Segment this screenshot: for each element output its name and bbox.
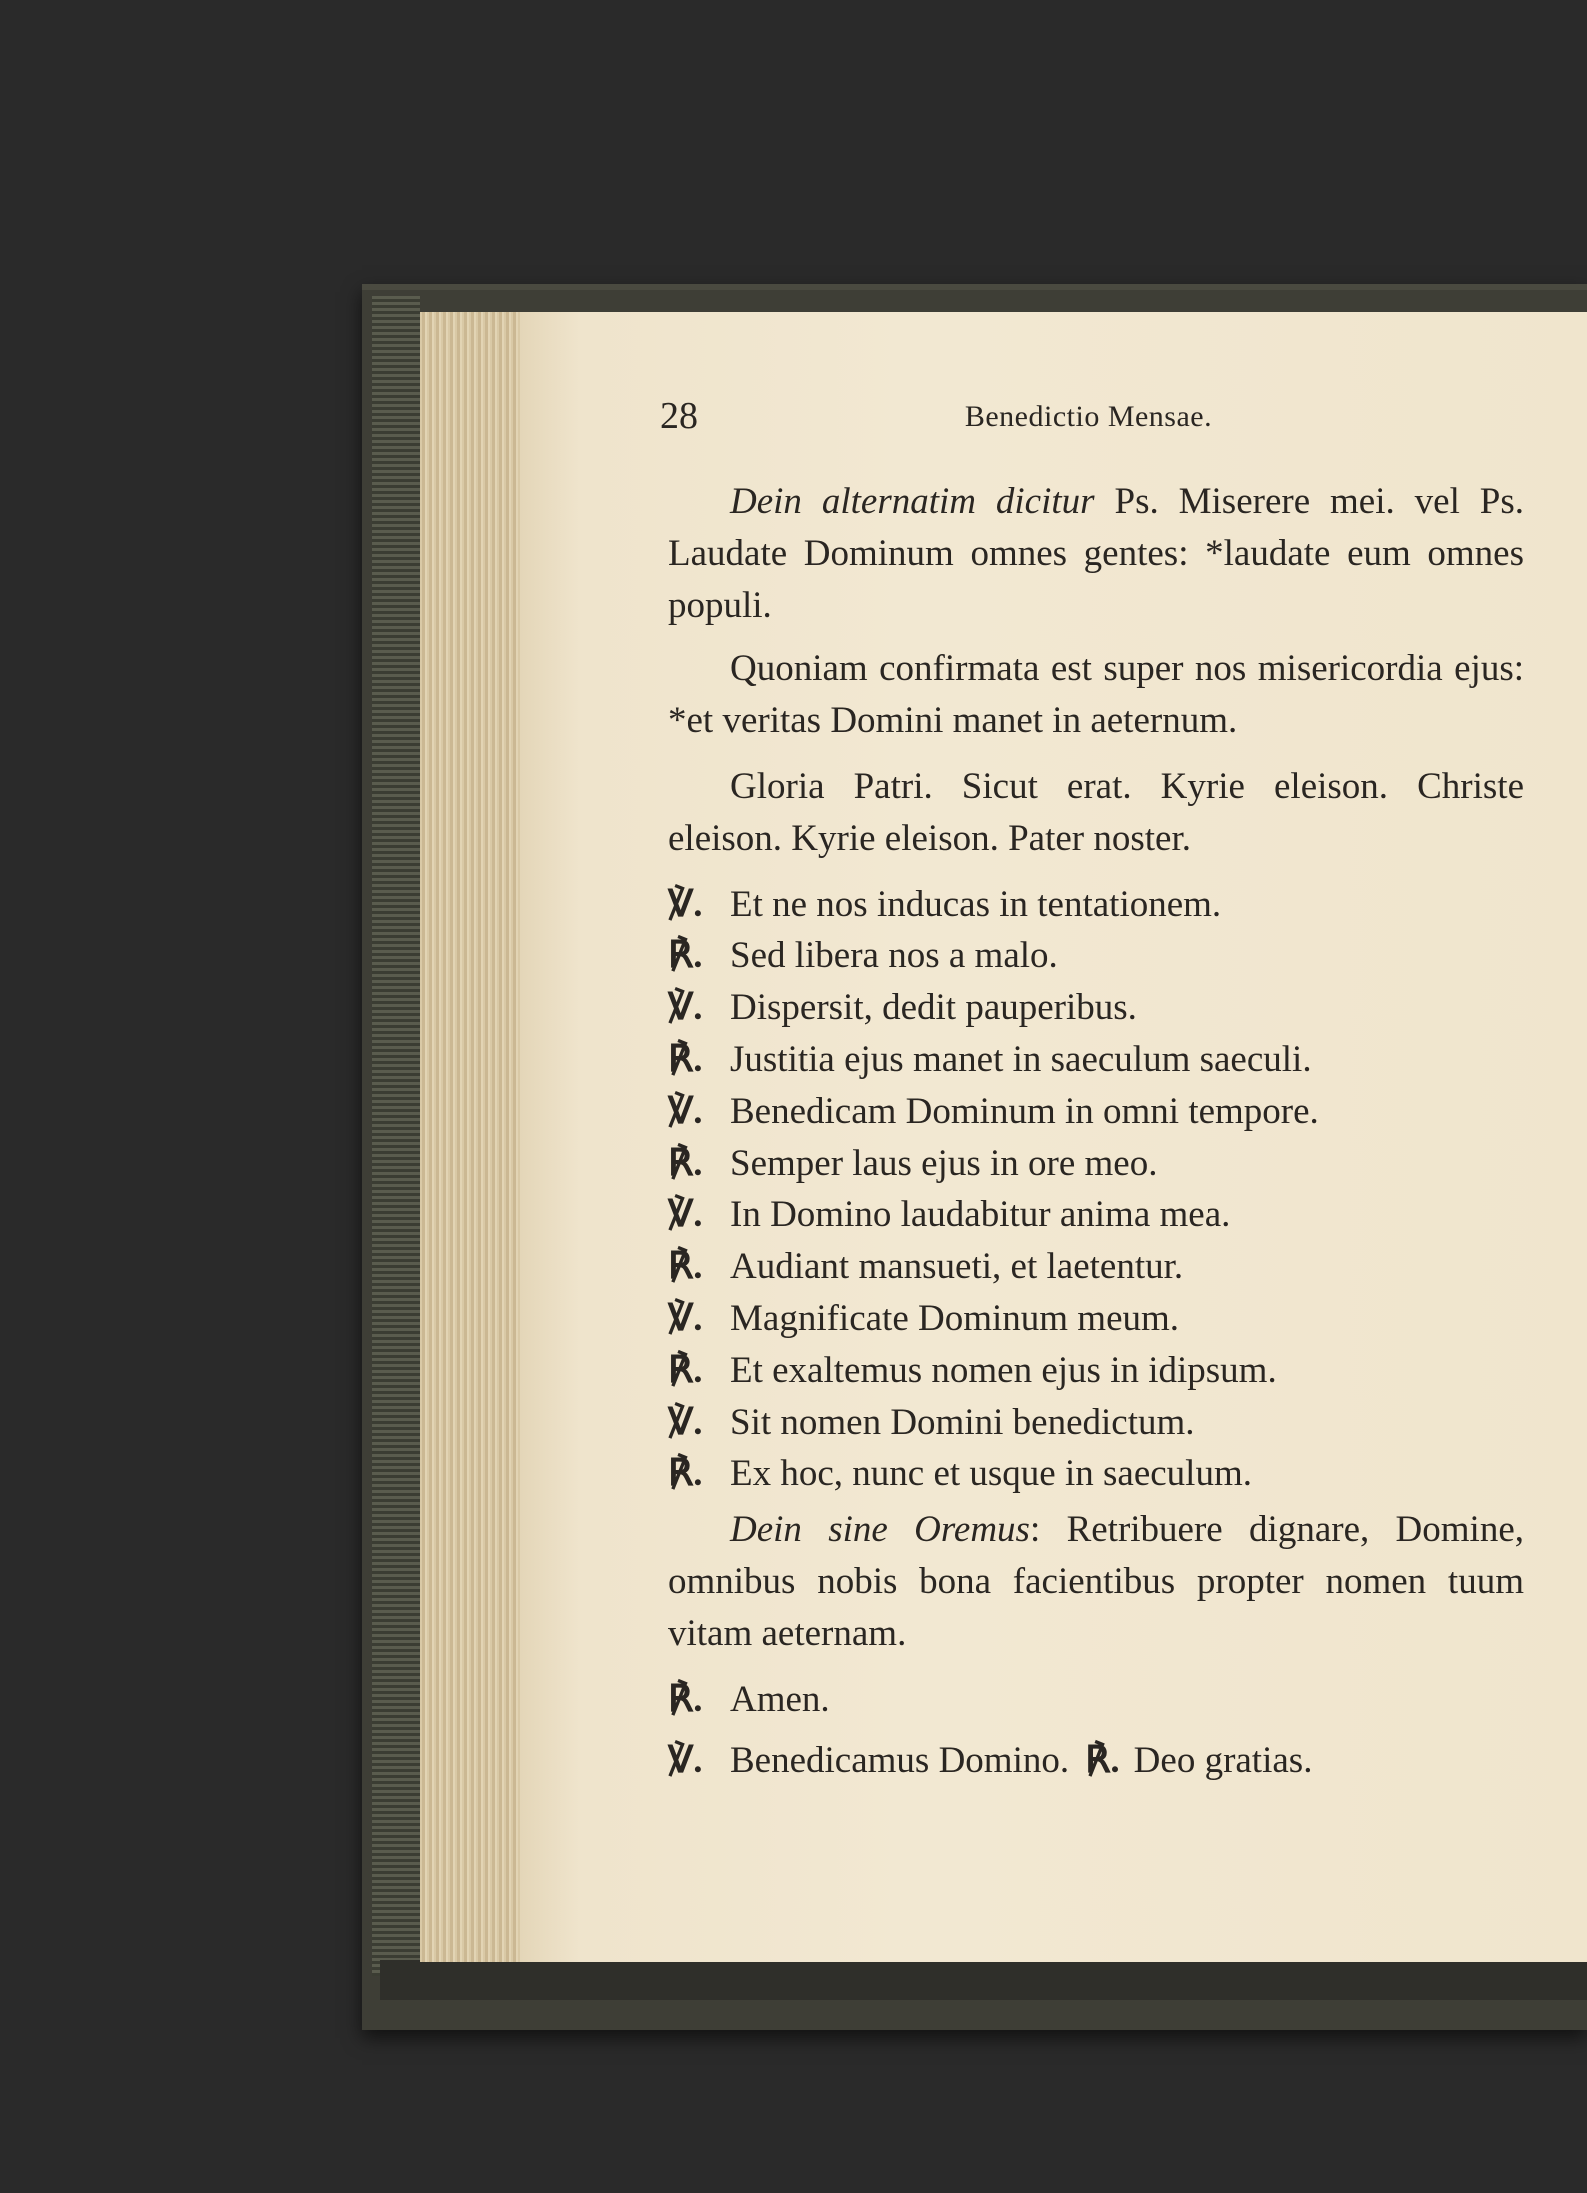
final-verse-text: Benedicamus Domino.	[730, 1740, 1070, 1782]
response-line	[668, 930, 1524, 982]
response-text: Audiant mansueti, et laetentur.	[730, 1246, 1184, 1288]
response-symbol: ℟.	[668, 1678, 703, 1720]
response-symbol: ℟.	[668, 1349, 703, 1391]
verse-line	[668, 1086, 1524, 1138]
verse-text: Sit nomen Domini benedictum.	[730, 1401, 1195, 1443]
versicle-symbol: ℣.	[668, 1090, 703, 1132]
response-text: Sed libera nos a malo.	[730, 935, 1058, 977]
response-symbol: ℟.	[668, 1038, 703, 1080]
verse-line	[668, 982, 1524, 1034]
quoniam-paragraph: Quoniam confirmata est super nos misericordia ejus: *et veritas Domini manet in aeternum.	[668, 648, 1524, 742]
response-line	[668, 1345, 1524, 1397]
page-header	[660, 394, 1517, 454]
page-body	[668, 476, 1524, 1787]
versicle-symbol: ℣.	[668, 883, 703, 925]
versicle-symbol: ℣.	[668, 1401, 703, 1443]
running-title: Benedictio Mensae.	[964, 400, 1213, 433]
rubric-italic: Dein sine Oremus	[730, 1509, 1030, 1551]
versicle-symbol: ℣.	[668, 987, 703, 1029]
response-line	[668, 1448, 1524, 1500]
book-cover-bottom	[380, 1960, 1587, 2000]
response-line	[668, 1034, 1524, 1086]
response-symbol: ℟.	[668, 1142, 703, 1184]
verse-text: Et ne nos inducas in tentationem.	[730, 883, 1222, 925]
book-spine-cloth	[372, 296, 420, 1976]
response-symbol: ℟.	[668, 1246, 703, 1288]
intro-paragraph	[668, 476, 1524, 631]
amen-text: Amen.	[730, 1678, 830, 1720]
versicle-symbol: ℣.	[668, 1194, 703, 1236]
verse-line	[668, 1189, 1524, 1241]
response-line	[668, 1674, 1524, 1726]
rubric-italic: Dein alternatim dicitur	[730, 481, 1095, 522]
response-text: Ex hoc, nunc et usque in saeculum.	[730, 1453, 1252, 1495]
page-edges	[420, 312, 520, 1962]
versicle-symbol: ℣.	[668, 1297, 703, 1339]
oremus-paragraph	[668, 1504, 1524, 1659]
versicle-symbol: ℣.	[668, 1740, 703, 1782]
final-verse-line	[668, 1735, 1524, 1787]
response-symbol-inline: ℟.	[1085, 1740, 1120, 1782]
verse-text: Magnificate Dominum meum.	[730, 1297, 1180, 1339]
verse-line	[668, 1293, 1524, 1345]
verse-line	[668, 1397, 1524, 1449]
verse-text: In Domino laudabitur anima mea.	[730, 1194, 1231, 1236]
final-response-text: Deo gratias.	[1133, 1740, 1313, 1782]
verse-line	[668, 879, 1524, 931]
book-page	[520, 312, 1587, 1962]
verse-text: Benedicam Dominum in omni tempore.	[730, 1090, 1319, 1132]
page-number: 28	[660, 395, 698, 437]
response-text: Semper laus ejus in ore meo.	[730, 1142, 1158, 1184]
response-line	[668, 1241, 1524, 1293]
response-symbol: ℟.	[668, 935, 703, 977]
oremus-text: : Retribuere dignare, Domine, omnibus nobis bona facientibus propter nomen tuum vitam aeternam.	[668, 1509, 1525, 1654]
response-line	[668, 1138, 1524, 1190]
intro-text: Ps. Miserere mei. vel Ps. Laudate Dominum omnes gentes: *laudate eum omnes populi.	[668, 481, 1525, 626]
gloria-paragraph: Gloria Patri. Sicut erat. Kyrie eleison. Christe eleison. Kyrie eleison. Pater noster.	[668, 765, 1524, 859]
verse-text: Dispersit, dedit pauperibus.	[730, 987, 1137, 1029]
response-text: Justitia ejus manet in saeculum saeculi.	[730, 1038, 1312, 1080]
response-text: Et exaltemus nomen ejus in idipsum.	[730, 1349, 1277, 1391]
response-symbol: ℟.	[668, 1453, 703, 1495]
